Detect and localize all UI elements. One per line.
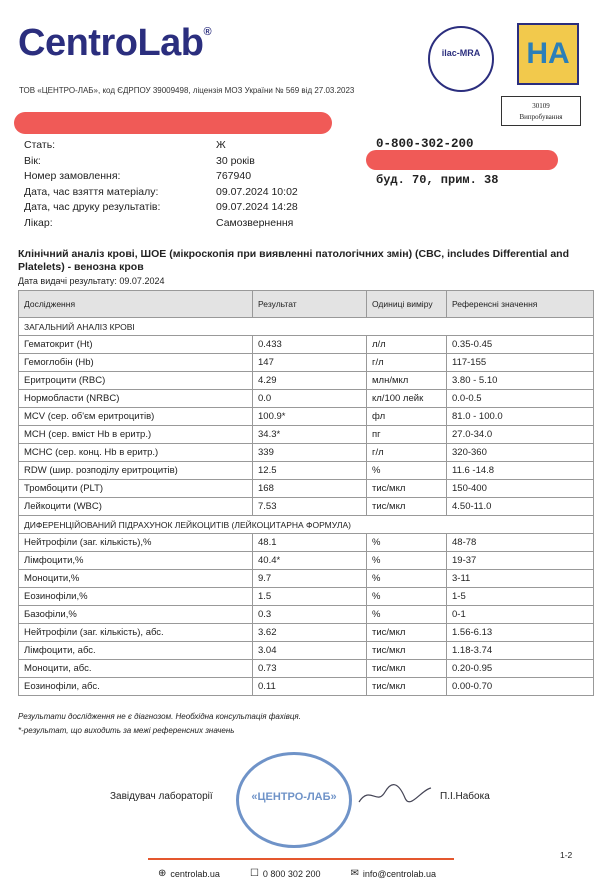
header-test: Дослідження	[19, 291, 253, 318]
header-units: Одиниці виміру	[367, 291, 447, 318]
test-name: Тромбоцити (PLT)	[19, 480, 253, 498]
test-units: %	[367, 534, 447, 552]
test-units: тис/мкл	[367, 624, 447, 642]
test-title: Клінічний аналіз крові, ШОЕ (мікроскопія при виявленні патологічних змін) (CBC, includes Differential and Platelets) - венозна кров	[18, 248, 570, 273]
test-units: %	[367, 570, 447, 588]
lab-address: буд. 70, прим. 38	[376, 173, 499, 187]
patient-field-label: Номер замовлення:	[24, 170, 121, 182]
test-result: 4.29	[253, 372, 367, 390]
redaction-mark	[366, 150, 558, 170]
patient-field-value: 767940	[216, 170, 252, 182]
table-row	[19, 498, 594, 516]
test-name: Лімфоцити, абс.	[19, 642, 253, 660]
test-units: %	[367, 552, 447, 570]
patient-field-label: Дата, час взяття матеріалу:	[24, 185, 159, 198]
footer-email[interactable]: ✉ info@centrolab.ua	[350, 868, 437, 879]
test-reference: 3-11	[447, 570, 594, 588]
table-row	[19, 444, 594, 462]
test-units: г/л	[367, 444, 447, 462]
test-result: 48.1	[253, 534, 367, 552]
test-result: 0.0	[253, 390, 367, 408]
test-name: Нейтрофіли (заг. кількість),%	[19, 534, 253, 552]
table-row	[19, 678, 594, 696]
test-reference: 320-360	[447, 444, 594, 462]
lab-seal: «ЦЕНТРО-ЛАБ»	[236, 752, 352, 848]
disclaimer-note: Результати дослідження не є діагнозом. Необхідна консультація фахівця.	[18, 712, 301, 721]
footer	[158, 868, 436, 879]
test-reference: 0.0-0.5	[447, 390, 594, 408]
test-name: MCH (сер. вміст Hb в еритр.)	[19, 426, 253, 444]
test-result: 100.9*	[253, 408, 367, 426]
test-name: Гемоглобін (Hb)	[19, 354, 253, 372]
table-row	[19, 534, 594, 552]
table-row	[19, 480, 594, 498]
test-result: 147	[253, 354, 367, 372]
accreditation-logo: НА	[517, 23, 579, 85]
patient-field-value: 09.07.2024 14:28	[216, 201, 298, 213]
test-units: %	[367, 462, 447, 480]
table-row	[19, 588, 594, 606]
test-result: 7.53	[253, 498, 367, 516]
test-reference: 150-400	[447, 480, 594, 498]
test-name: Базофіли,%	[19, 606, 253, 624]
table-row	[19, 660, 594, 678]
lab-head-label: Завідувач лабораторії	[110, 791, 213, 802]
page-number: 1-2	[560, 850, 573, 860]
table-row	[19, 642, 594, 660]
patient-row	[24, 169, 298, 185]
test-name: Моноцити,%	[19, 570, 253, 588]
patient-row	[24, 154, 298, 170]
test-reference: 4.50-11.0	[447, 498, 594, 516]
test-name: Еритроцити (RBC)	[19, 372, 253, 390]
test-reference: 0.20-0.95	[447, 660, 594, 678]
test-reference: 1.18-3.74	[447, 642, 594, 660]
results-table	[18, 290, 594, 696]
test-reference: 117-155	[447, 354, 594, 372]
test-name: Нейтрофіли (заг. кількість), абс.	[19, 624, 253, 642]
redaction-mark	[14, 112, 332, 134]
table-row	[19, 570, 594, 588]
test-reference: 81.0 - 100.0	[447, 408, 594, 426]
test-result: 339	[253, 444, 367, 462]
test-name: RDW (шир. розподілу еритроцитів)	[19, 462, 253, 480]
patient-field-label: Лікар:	[24, 216, 53, 229]
test-units: млн/мкл	[367, 372, 447, 390]
company-info: ТОВ «ЦЕНТРО-ЛАБ», код ЄДРПОУ 39009498, ліцензія МОЗ України № 569 від 27.03.2023	[19, 86, 355, 95]
footer-site[interactable]: ⊕ centrolab.ua	[158, 868, 220, 879]
section-row	[19, 516, 594, 534]
test-result: 0.11	[253, 678, 367, 696]
test-units: фл	[367, 408, 447, 426]
test-reference: 1.56-6.13	[447, 624, 594, 642]
test-reference: 0-1	[447, 606, 594, 624]
patient-field-value: 30 років	[216, 154, 255, 167]
table-row	[19, 462, 594, 480]
table-row	[19, 606, 594, 624]
section-row	[19, 318, 594, 336]
mail-icon: ✉	[350, 868, 359, 879]
test-result: 168	[253, 480, 367, 498]
patient-field-label: Дата, час друку результатів:	[24, 201, 161, 213]
header-result: Результат	[253, 291, 367, 318]
test-name: Моноцити, абс.	[19, 660, 253, 678]
test-name: Лімфоцити,%	[19, 552, 253, 570]
footer-divider	[148, 858, 454, 860]
header-reference: Референсні значення	[447, 291, 594, 318]
issue-date: Дата видачі результату: 09.07.2024	[18, 276, 165, 286]
table-row	[19, 408, 594, 426]
test-reference: 0.35-0.45	[447, 336, 594, 354]
table-row	[19, 336, 594, 354]
test-result: 0.433	[253, 336, 367, 354]
test-units: л/л	[367, 336, 447, 354]
patient-field-label: Стать:	[24, 139, 56, 151]
table-row	[19, 390, 594, 408]
centrolab-logo: CentroLab®	[18, 22, 212, 64]
test-units: пг	[367, 426, 447, 444]
test-units: тис/мкл	[367, 498, 447, 516]
footer-phone[interactable]: ☐ 0 800 302 200	[249, 868, 321, 879]
test-name: Еозинофіли,%	[19, 588, 253, 606]
test-result: 3.04	[253, 642, 367, 660]
table-header-row	[19, 291, 594, 318]
table-row	[19, 624, 594, 642]
patient-field-label: Вік:	[24, 154, 41, 167]
patient-row	[24, 216, 298, 232]
table-row	[19, 552, 594, 570]
test-result: 3.62	[253, 624, 367, 642]
test-units: г/л	[367, 354, 447, 372]
test-reference: 19-37	[447, 552, 594, 570]
test-result: 0.3	[253, 606, 367, 624]
table-row	[19, 354, 594, 372]
test-result: 34.3*	[253, 426, 367, 444]
test-reference: 48-78	[447, 534, 594, 552]
test-units: тис/мкл	[367, 678, 447, 696]
test-result: 1.5	[253, 588, 367, 606]
table-row	[19, 426, 594, 444]
section-title: ДИФЕРЕНЦІЙОВАНИЙ ПІДРАХУНОК ЛЕЙКОЦИТІВ (ЛЕЙКОЦИТАРНА ФОРМУЛА)	[19, 516, 594, 534]
patient-field-value: 09.07.2024 10:02	[216, 185, 298, 198]
test-units: тис/мкл	[367, 480, 447, 498]
test-result: 40.4*	[253, 552, 367, 570]
globe-icon: ⊕	[158, 868, 167, 879]
test-units: %	[367, 606, 447, 624]
test-units: тис/мкл	[367, 660, 447, 678]
test-reference: 27.0-34.0	[447, 426, 594, 444]
test-name: MCV (сер. об'єм еритроцитів)	[19, 408, 253, 426]
patient-info	[24, 138, 298, 231]
test-name: Еозинофіли, абс.	[19, 678, 253, 696]
patient-field-value: Ж	[216, 139, 226, 151]
test-units: тис/мкл	[367, 642, 447, 660]
test-name: Нормобласти (NRBC)	[19, 390, 253, 408]
table-row	[19, 372, 594, 390]
test-result: 12.5	[253, 462, 367, 480]
phone-icon: ☐	[249, 868, 259, 879]
test-name: Гематокрит (Ht)	[19, 336, 253, 354]
test-name: MCHC (сер. конц. Hb в еритр.)	[19, 444, 253, 462]
patient-row	[24, 138, 298, 154]
signature-icon	[355, 780, 435, 810]
test-units: %	[367, 588, 447, 606]
lab-head-name: П.І.Набока	[440, 791, 490, 802]
test-reference: 11.6 -14.8	[447, 462, 594, 480]
test-result: 9.7	[253, 570, 367, 588]
test-units: кл/100 лейк	[367, 390, 447, 408]
ilac-mra-logo: ilac-MRA	[428, 26, 494, 92]
patient-field-value: Самозвернення	[216, 216, 294, 229]
asterisk-note: *-результат, що виходить за межі референсних значень	[18, 726, 235, 735]
test-reference: 3.80 - 5.10	[447, 372, 594, 390]
section-title: ЗАГАЛЬНИЙ АНАЛІЗ КРОВІ	[19, 318, 594, 336]
lab-phone: 0-800-302-200	[376, 137, 474, 151]
accreditation-stamp: 30109 Випробування	[501, 96, 581, 126]
test-name: Лейкоцити (WBC)	[19, 498, 253, 516]
test-reference: 0.00-0.70	[447, 678, 594, 696]
patient-row	[24, 200, 298, 216]
test-result: 0.73	[253, 660, 367, 678]
patient-row	[24, 185, 298, 201]
test-reference: 1-5	[447, 588, 594, 606]
